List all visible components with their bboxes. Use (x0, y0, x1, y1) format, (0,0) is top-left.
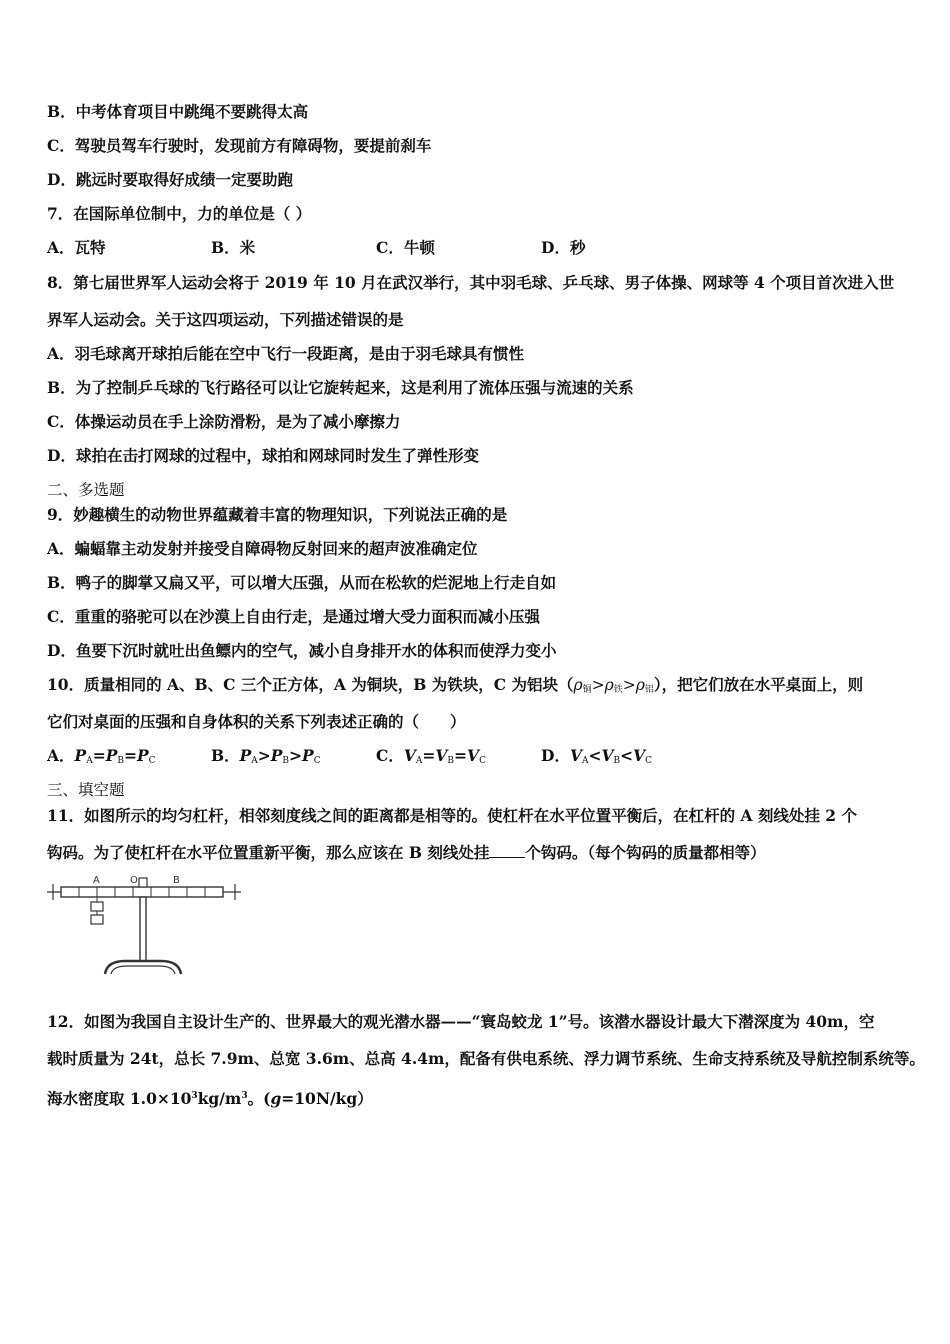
q9-option-a: A．蝙蝠靠主动发射并接受自障碍物反射回来的超声波准确定位 (47, 539, 478, 558)
q9-option-d: D．鱼要下沉时就吐出鱼鳔内的空气，减小自身排开水的体积而使浮力变小 (47, 641, 557, 660)
q10-stem-line1: 10．质量相同的 A、B、C 三个正方体，A 为铜块，B 为铁块，C 为铝块$(\rho_铜>\rho_铁>\rho_铝)$，把它们放在水平桌面上，则 (47, 675, 864, 695)
lever-bar (61, 887, 223, 897)
q11-stem-line1: 11．如图所示的均匀杠杆，相邻刻度线之间的距离都是相等的。使杠杆在水平位置平衡后，在杠杆的 A 刻线处挂 2 个 (47, 806, 857, 825)
q10-option-c: C．$V_A=V_B=V_C$ (376, 746, 486, 766)
q6-option-c: C．驾驶员驾车行驶时，发现前方有障碍物，要提前刹车 (47, 136, 432, 155)
q8-stem-line2: 界军人运动会。关于这四项运动，下列描述错误的是 (47, 310, 404, 329)
lever-figure (45, 870, 243, 978)
q8-option-b: B．为了控制乒乓球的飞行路径可以让它旋转起来，这是利用了流体压强与流速的关系 (47, 378, 634, 397)
q10-option-a: A．$P_A=P_B=P_C$ (47, 746, 156, 766)
hook-weight-2 (91, 915, 103, 924)
label-o: O (130, 875, 138, 886)
q8-stem-line1: 8．第七届世界军人运动会将于 2019 年 10 月在武汉举行，其中羽毛球、乒乓球、男子体操、网球等 4 个项目首次进入世 (47, 273, 895, 292)
stand-base-inner (111, 966, 175, 974)
hook-weight-1 (91, 902, 103, 911)
section-multiple-choice: 二、多选题 (47, 481, 125, 499)
q6-option-b: B．中考体育项目中跳绳不要跳得太高 (47, 102, 309, 121)
q8-option-a: A．羽毛球离开球拍后能在空中飞行一段距离，是由于羽毛球具有惯性 (47, 344, 525, 363)
label-a: A (93, 875, 100, 886)
q6-option-d: D．跳远时要取得好成绩一定要助跑 (47, 170, 293, 189)
q12-stem-line3: 海水密度取 $1.0\times 10^3kg/m^3$。(g=10N/kg） (47, 1089, 373, 1108)
q9-option-c: C．重重的骆驼可以在沙漠上自由行走，是通过增大受力面积而减小压强 (47, 607, 540, 626)
q12-stem-line2: 载时质量为 24t，总长 7.9m、总宽 3.6m、总高 4.4m，配备有供电系统、浮力调节系统、生命支持系统及导航控制系统等。 (47, 1049, 925, 1068)
q7-option-d: D．秒 (541, 238, 586, 257)
stand-post (140, 897, 146, 961)
q10-stem-line2: 它们对桌面的压强和自身体积的关系下列表述正确的（ ） (47, 712, 466, 731)
pivot-knob (139, 878, 147, 887)
q8-option-d: D．球拍在击打网球的过程中，球拍和网球同时发生了弹性形变 (47, 446, 479, 465)
q7-option-a: A．瓦特 (47, 238, 106, 257)
q10-option-b: B．$P_A>P_B>P_C$ (211, 746, 321, 766)
q7-option-b: B．米 (211, 238, 256, 257)
q11-answer-blank (489, 843, 525, 858)
section-fill-in: 三、填空题 (47, 781, 125, 799)
q7-stem: 7．在国际单位制中，力的单位是（ ） (47, 204, 312, 223)
label-b: B (173, 875, 180, 886)
q11-stem-line2: 钩码。为了使杠杆在水平位置重新平衡，那么应该在 B 刻线处挂 个钩码。（每个钩码的质量都相等） (47, 843, 766, 862)
q8-option-c: C．体操运动员在手上涂防滑粉，是为了减小摩擦力 (47, 412, 401, 431)
q9-option-b: B．鸭子的脚掌又扁又平，可以增大压强，从而在松软的烂泥地上行走自如 (47, 573, 557, 592)
q9-stem: 9．妙趣横生的动物世界蕴藏着丰富的物理知识，下列说法正确的是 (47, 505, 508, 524)
q10-option-d: D．$V_A<V_B<V_C$ (541, 746, 653, 766)
q7-option-c: C．牛顿 (376, 238, 435, 257)
q12-stem-line1: 12．如图为我国自主设计生产的、世界最大的观光潜水器——“寰岛蛟龙 1”号。该潜水器设计最大下潜深度为 40m，空 (47, 1012, 875, 1031)
